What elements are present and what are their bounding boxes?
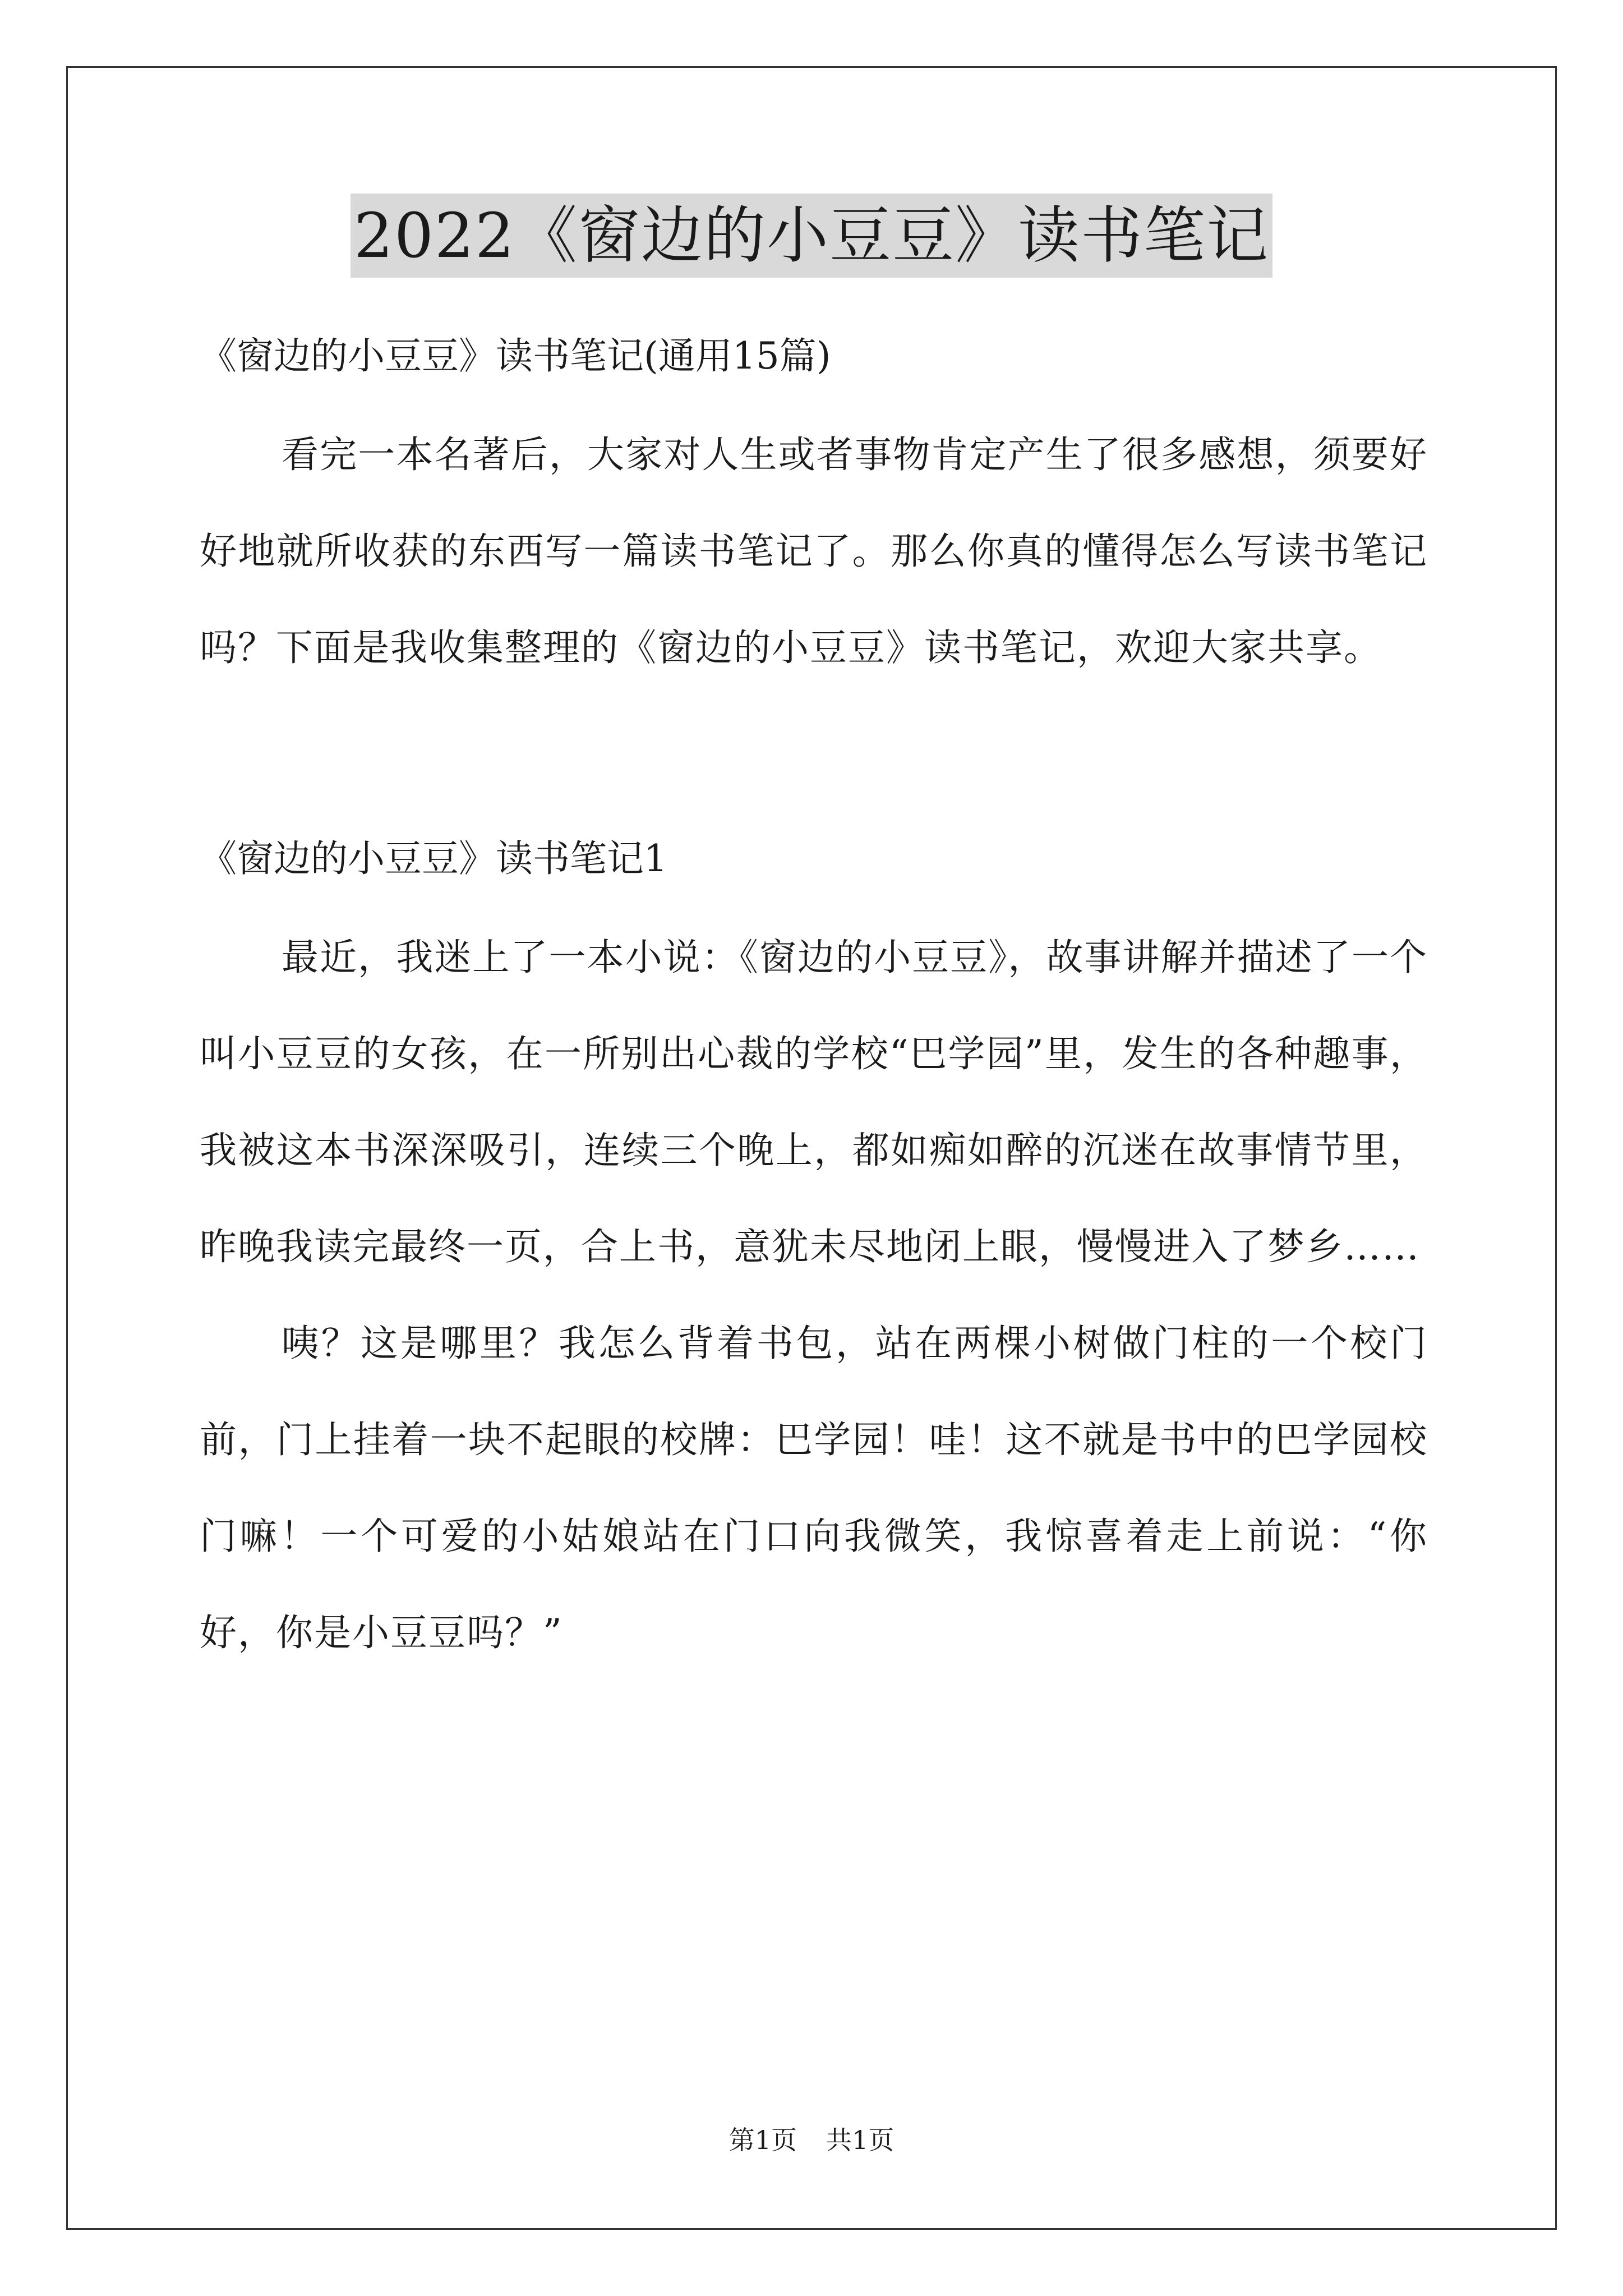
intro-paragraph: 看完一本名著后，大家对人生或者事物肯定产生了很多感想，须要好好地就所收获的东西写一篇读书笔记了。那么你真的懂得怎么写读书笔记吗？下面是我收集整理的《窗边的小豆豆》读书笔记，欢迎大家共享。 — [200, 433, 1428, 669]
document-title: 2022《窗边的小豆豆》读书笔记 — [351, 194, 1272, 278]
page-footer — [0, 2123, 1623, 2157]
document-subtitle: 《窗边的小豆豆》读书笔记(通用15篇) — [200, 334, 831, 378]
page-number: 第1页 — [728, 2125, 797, 2155]
document-body — [200, 306, 1428, 1681]
body-paragraph: 咦？这是哪里？我怎么背着书包，站在两棵小树做门柱的一个校门前，门上挂着一块不起眼的校牌：巴学园！哇！这不就是书中的巴学园校门嘛！一个可爱的小姑娘站在门口向我微笑，我惊喜着走上前说：“你好，你是小豆豆吗？” — [200, 1322, 1428, 1654]
body-paragraph: 最近，我迷上了一本小说：《窗边的小豆豆》，故事讲解并描述了一个叫小豆豆的女孩，在一所别出心裁的学校“巴学园”里，发生的各种趣事，我被这本书深深吸引，连续三个晚上，都如痴如醉的沉迷在故事情节里，昨晚我读完最终一页，合上书，意犹未尽地闭上眼，慢慢进入了梦乡…… — [200, 936, 1428, 1268]
title-container — [0, 194, 1623, 278]
section-heading: 《窗边的小豆豆》读书笔记1 — [200, 837, 667, 880]
page-total: 共1页 — [826, 2125, 895, 2155]
